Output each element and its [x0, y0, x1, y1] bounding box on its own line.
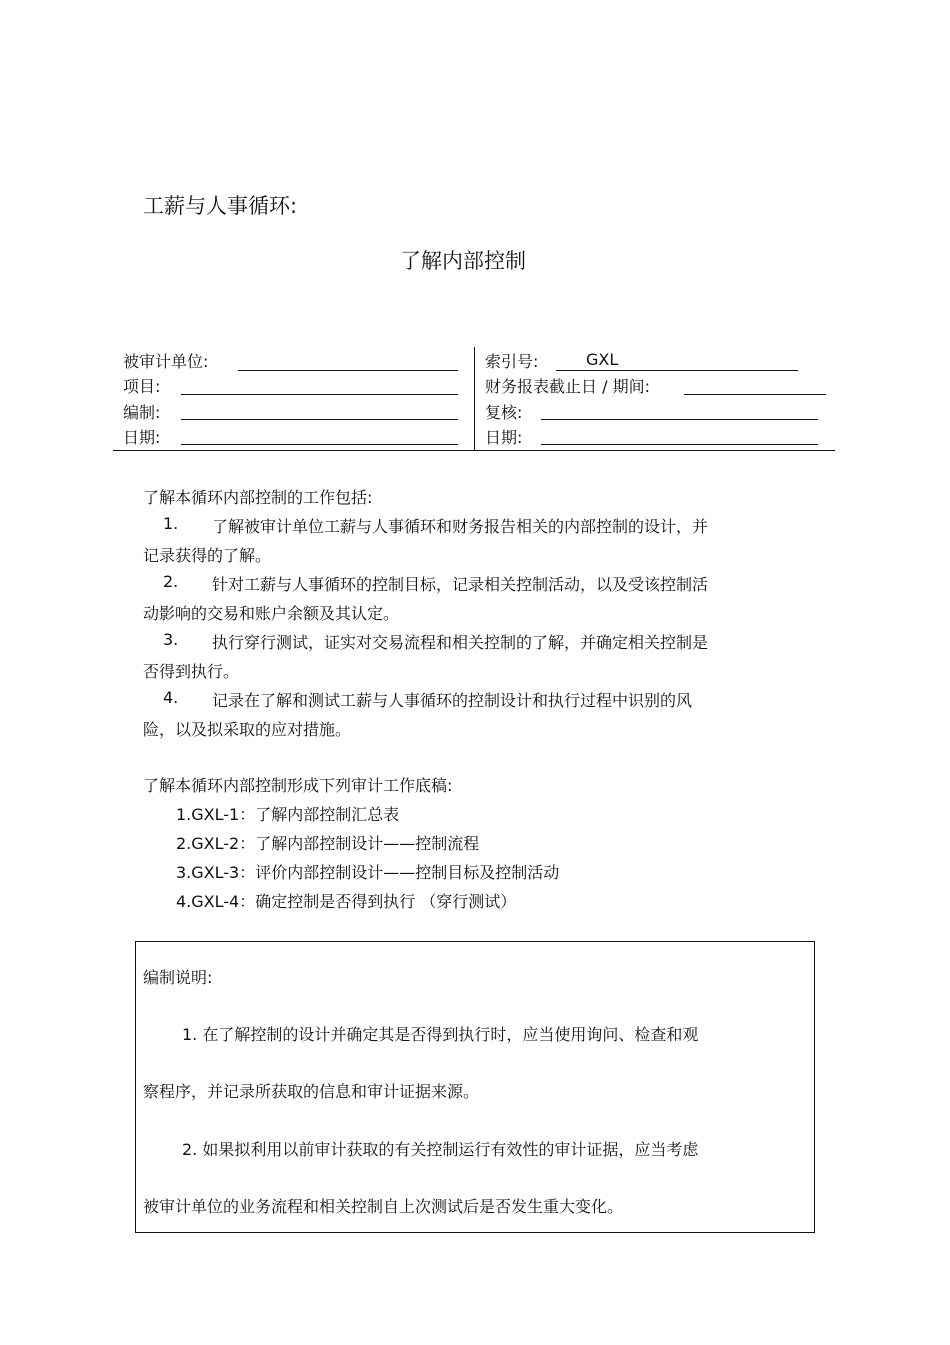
notes-item-text: 2. 如果拟利用以前审计获取的有关控制运行有效性的审计证据，应当考虑 — [182, 1140, 699, 1159]
intro-item-text: 了解被审计单位工薪与人事循环和财务报告相关的内部控制的设计，并 — [212, 517, 709, 536]
intro-item-number: 2. — [163, 572, 179, 591]
intro-item-text-cont: 动影响的交易和账户余额及其认定。 — [143, 604, 400, 623]
review-date-field[interactable] — [541, 444, 818, 445]
project-label: 项目: — [123, 377, 161, 396]
review-date-label: 日期: — [485, 428, 523, 447]
reviewer-field[interactable] — [541, 419, 818, 420]
period-label: 财务报表截止日 / 期间: — [485, 377, 650, 396]
workpaper-item-gxl-3: 3.GXL-3：评价内部控制设计——控制目标及控制活动 — [176, 863, 560, 882]
notes-item-text-cont: 被审计单位的业务流程和相关控制自上次测试后是否发生重大变化。 — [143, 1197, 624, 1216]
preparer-field[interactable] — [181, 419, 458, 420]
workpaper-item-gxl-1: 1.GXL-1：了解内部控制汇总表 — [176, 805, 400, 824]
intro-item-text-cont: 险，以及拟采取的应对措施。 — [143, 720, 352, 739]
intro-item-number: 1. — [163, 514, 179, 533]
notes-item-text: 1. 在了解控制的设计并确定其是否得到执行时，应当使用询问、检查和观 — [182, 1025, 699, 1044]
workpaper-item-gxl-4: 4.GXL-4：确定控制是否得到执行 （穿行测试） — [176, 892, 517, 911]
notes-heading: 编制说明: — [143, 968, 213, 987]
audited-entity-field[interactable] — [238, 370, 458, 371]
intro-item-number: 3. — [163, 630, 179, 649]
header-bottom-rule — [113, 450, 835, 451]
index-value: GXL — [586, 350, 619, 369]
header-divider — [474, 347, 475, 451]
intro-item-text: 执行穿行测试，证实对交易流程和相关控制的了解，并确定相关控制是 — [212, 633, 709, 652]
prepare-date-field[interactable] — [181, 444, 458, 445]
index-label: 索引号: — [485, 352, 539, 371]
intro-item-number: 4. — [163, 688, 179, 707]
document-subtitle: 了解内部控制 — [400, 249, 526, 273]
intro-item-text-cont: 否得到执行。 — [143, 662, 240, 681]
intro-item-text-cont: 记录获得的了解。 — [143, 546, 272, 565]
intro-item-text: 针对工薪与人事循环的控制目标，记录相关控制活动，以及受该控制活 — [212, 575, 709, 594]
intro-item-text: 记录在了解和测试工薪与人事循环的控制设计和执行过程中识别的风 — [212, 691, 693, 710]
notes-item-text-cont: 察程序，并记录所获取的信息和审计证据来源。 — [143, 1082, 480, 1101]
prepare-date-label: 日期: — [123, 428, 161, 447]
document-title: 工薪与人事循环: — [143, 194, 298, 218]
index-field[interactable] — [556, 370, 798, 371]
workpaper-item-gxl-2: 2.GXL-2：了解内部控制设计——控制流程 — [176, 834, 480, 853]
intro-heading: 了解本循环内部控制的工作包括: — [143, 488, 373, 507]
preparer-label: 编制: — [123, 403, 161, 422]
workpapers-heading: 了解本循环内部控制形成下列审计工作底稿: — [143, 776, 453, 795]
audited-entity-label: 被审计单位: — [123, 352, 209, 371]
reviewer-label: 复核: — [485, 403, 523, 422]
project-field[interactable] — [181, 394, 458, 395]
period-field[interactable] — [684, 394, 826, 395]
